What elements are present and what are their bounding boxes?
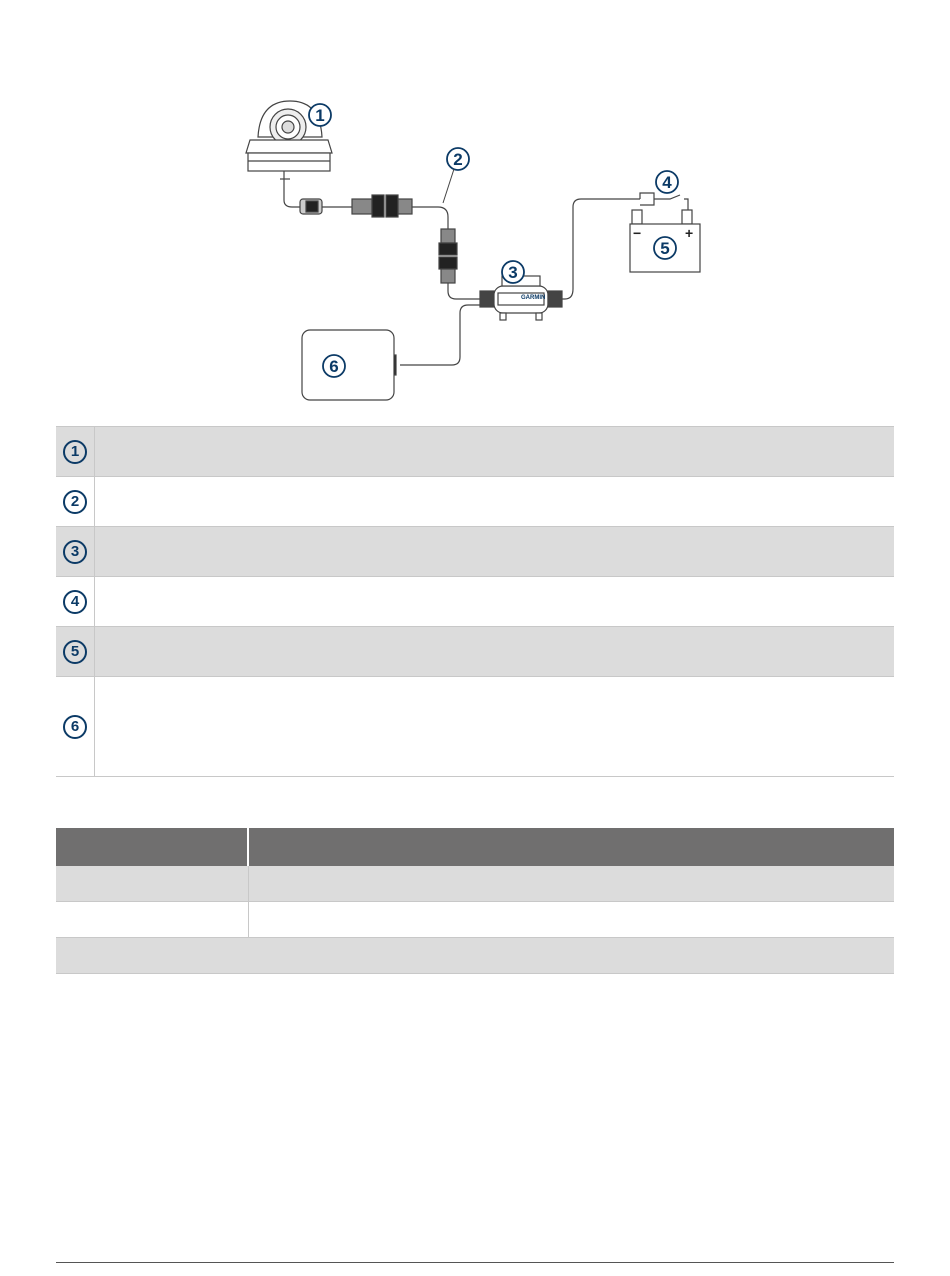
legend-table [56,426,894,777]
callout-1: 1 [315,106,325,125]
legend-row [56,427,894,477]
spec-row [56,902,894,938]
callout-6: 6 [329,357,339,376]
legend-number: 1 [63,440,87,464]
display-illustration [302,330,394,400]
legend-row [56,577,894,627]
footer-rule [56,1262,894,1263]
spec-table [56,828,894,974]
legend-row [56,627,894,677]
legend-number: 2 [63,490,87,514]
spec-row [56,938,894,974]
spec-row [56,866,894,902]
callout-2: 2 [453,150,463,169]
legend-number: 5 [63,640,87,664]
legend-text [95,627,895,677]
callout-5: 5 [660,239,670,258]
legend-text [95,477,895,527]
spec-cell [248,866,894,902]
legend-number: 3 [63,540,87,564]
legend-number: 4 [63,590,87,614]
legend-text [95,677,895,777]
battery-plus: + [685,225,694,241]
wiring-diagram [240,95,720,405]
module-brand: GARMIN [521,295,546,301]
legend-row [56,677,894,777]
spec-cell [248,902,894,938]
legend-text [95,527,895,577]
legend-row [56,527,894,577]
spec-cell [56,902,248,938]
spec-cell [56,938,894,974]
callout-3: 3 [508,263,518,282]
legend-row [56,477,894,527]
legend-number: 6 [63,715,87,739]
legend-text [95,577,895,627]
spec-cell [56,866,248,902]
callout-4: 4 [662,173,672,192]
legend-text [95,427,895,477]
spec-header-2 [248,828,894,866]
battery-minus: − [633,225,642,241]
spec-header-1 [56,828,248,866]
spec-header-row [56,828,894,866]
